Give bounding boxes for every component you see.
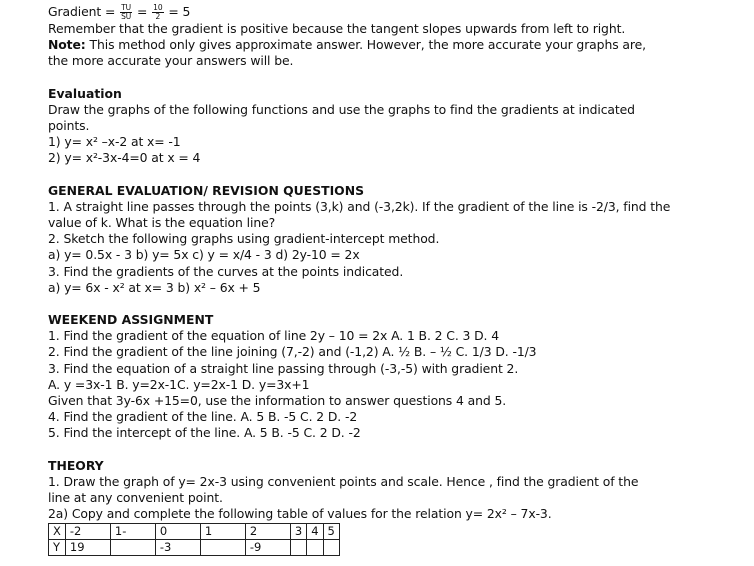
general-question-1: 1. A straight line passes through the points (3,k) and (-3,2k). If the gradient of the line is -2/3, find the xyxy=(48,198,671,214)
table-cell: Y xyxy=(49,540,66,556)
table-cell: 1- xyxy=(110,524,155,540)
theory-question-2a: 2a) Copy and complete the following table of values for the relation y= 2x² – 7x-3. xyxy=(48,506,552,522)
evaluation-question-1: 1) y= x² –x-2 at x= -1 xyxy=(48,134,181,150)
fraction-numerator: 10 xyxy=(153,3,163,12)
table-row-y xyxy=(49,540,340,556)
equals-sign: = xyxy=(137,4,148,19)
table-cell: -9 xyxy=(245,540,290,556)
table-cell xyxy=(200,540,245,556)
table-cell xyxy=(323,540,339,556)
remember-text: Remember that the gradient is positive because the tangent slopes upwards from left to right. xyxy=(48,21,626,36)
document-page xyxy=(48,4,738,556)
table-cell: -2 xyxy=(65,524,110,540)
gradient-formula-line xyxy=(48,4,738,21)
weekend-question-1: 1. Find the gradient of the equation of line 2y – 10 = 2x A. 1 B. 2 C. 3 D. 4 xyxy=(48,328,500,344)
evaluation-heading: Evaluation xyxy=(48,85,122,101)
table-cell: 4 xyxy=(307,524,323,540)
table-cell: 19 xyxy=(65,540,110,556)
theory-heading: THEORY xyxy=(48,457,104,473)
fraction-tu-su xyxy=(120,4,132,21)
note-line xyxy=(48,37,738,53)
fraction-10-2 xyxy=(152,4,163,21)
general-question-2-options: a) y= 0.5x - 3 b) y= 5x c) y = x/4 - 3 d) 2y-10 = 2x xyxy=(48,247,360,263)
gradient-prefix: Gradient = xyxy=(48,4,116,19)
weekend-question-2: 2. Find the gradient of the line joining (7,-2) and (-1,2) A. ½ B. – ½ C. 1/3 D. -1/3 xyxy=(48,344,537,360)
weekend-question-4: 4. Find the gradient of the line. A. 5 B. -5 C. 2 D. -2 xyxy=(48,409,358,425)
general-question-3: 3. Find the gradients of the curves at the points indicated. xyxy=(48,263,404,279)
table-of-values xyxy=(48,523,340,556)
table-cell: 2 xyxy=(245,524,290,540)
general-question-3-options: a) y= 6x - x² at x= 3 b) x² – 6x + 5 xyxy=(48,279,261,295)
gradient-result: = 5 xyxy=(168,4,191,19)
theory-question-1: 1. Draw the graph of y= 2x-3 using convenient points and scale. Hence , find the gradient of the xyxy=(48,473,639,489)
table-cell: X xyxy=(49,524,66,540)
evaluation-instruction: Draw the graphs of the following functions and use the graphs to find the gradients at indicated xyxy=(48,101,635,117)
note-text-continued: the more accurate your answers will be. xyxy=(48,53,294,69)
table-cell xyxy=(307,540,323,556)
weekend-question-5: 5. Find the intercept of the line. A. 5 B. -5 C. 2 D. -2 xyxy=(48,425,361,441)
table-cell: 1 xyxy=(200,524,245,540)
table-cell: 5 xyxy=(323,524,339,540)
evaluation-question-2: 2) y= x²-3x-4=0 at x = 4 xyxy=(48,150,201,166)
fraction-numerator: TU xyxy=(121,3,132,12)
general-question-1-continued: value of k. What is the equation line? xyxy=(48,215,276,231)
theory-question-1-continued: line at any convenient point. xyxy=(48,490,223,506)
table-cell xyxy=(290,540,306,556)
table-cell: 0 xyxy=(155,524,200,540)
evaluation-instruction-continued: points. xyxy=(48,118,90,134)
fraction-denominator: SU xyxy=(121,12,132,21)
table-cell: 3 xyxy=(290,524,306,540)
weekend-question-3: 3. Find the equation of a straight line passing through (-3,-5) with gradient 2. xyxy=(48,360,519,376)
general-evaluation-heading: GENERAL EVALUATION/ REVISION QUESTIONS xyxy=(48,182,365,198)
general-question-2: 2. Sketch the following graphs using gradient-intercept method. xyxy=(48,231,440,247)
table-cell: -3 xyxy=(155,540,200,556)
weekend-question-3-options: A. y =3x-1 B. y=2x-1C. y=2x-1 D. y=3x+1 xyxy=(48,376,310,392)
fraction-denominator: 2 xyxy=(155,12,161,21)
weekend-given-text: Given that 3y-6x +15=0, use the information to answer questions 4 and 5. xyxy=(48,393,507,409)
weekend-assignment-heading: WEEKEND ASSIGNMENT xyxy=(48,312,214,328)
table-row-x xyxy=(49,524,340,540)
note-label: Note: xyxy=(48,37,86,53)
note-text: This method only gives approximate answer. However, the more accurate your graphs are, xyxy=(85,37,646,53)
table-cell xyxy=(110,540,155,556)
